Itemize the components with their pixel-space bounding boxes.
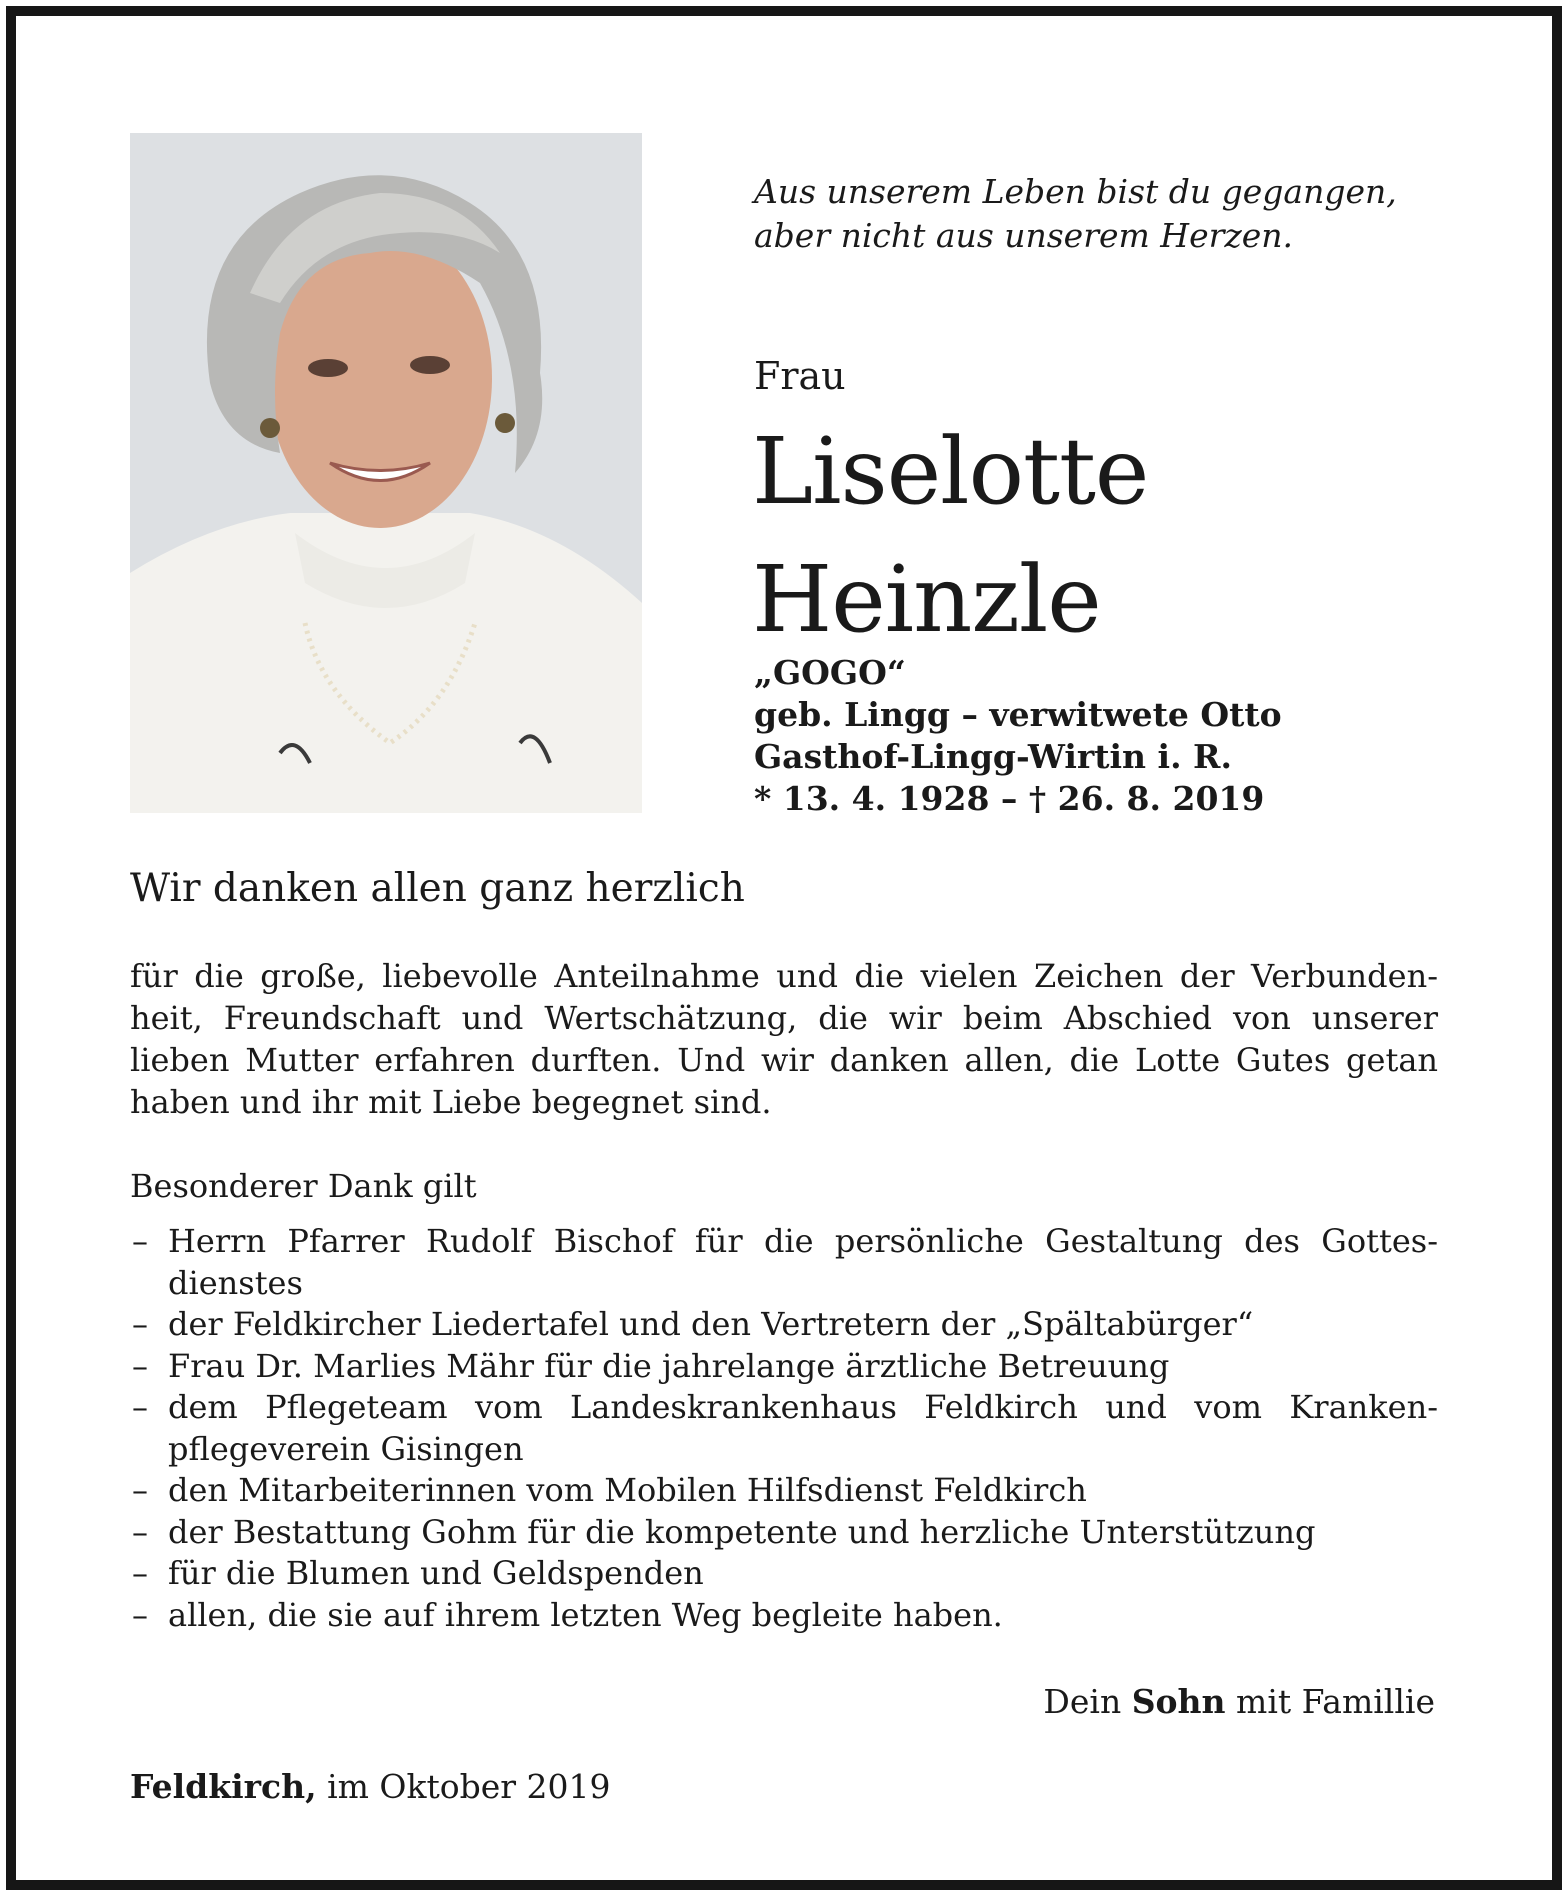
first-name: Liselotte (752, 418, 1149, 525)
signature-suffix: mit Famillie (1236, 1682, 1435, 1721)
paragraph-line: lieben Mutter erfahren durften. Und wir danken allen, die Lotte Gutes getan (130, 1041, 1438, 1079)
signature-bold: Sohn (1131, 1682, 1226, 1721)
personal-details (754, 652, 1282, 820)
dash-bullet: – (132, 1512, 148, 1551)
deceased-name (752, 408, 1148, 664)
place-date-text: im Oktober 2019 (327, 1767, 611, 1806)
list-item-text: allen, die sie auf ihrem letzten Weg begleite haben. (168, 1595, 1003, 1634)
list-item-text: pflegeverein Gisingen (168, 1429, 524, 1468)
thanks-paragraph (130, 955, 1438, 1123)
signature-prefix: Dein (1043, 1682, 1122, 1721)
portrait-photo-icon (130, 133, 642, 813)
place-date (130, 1767, 611, 1806)
list-item (130, 1221, 1438, 1304)
list-item (130, 1470, 1438, 1512)
dash-bullet: – (132, 1346, 148, 1385)
dash-bullet: – (132, 1388, 148, 1426)
special-thanks-list (130, 1221, 1438, 1636)
signature (1043, 1682, 1435, 1721)
list-item (130, 1553, 1438, 1595)
nickname: „GOGO“ (754, 653, 906, 692)
list-item-text: der Feldkircher Liedertafel und den Vertretern der „Spältabürger“ (168, 1305, 1254, 1343)
birth-name: geb. Lingg – verwitwete Otto (754, 695, 1282, 734)
paragraph-line: haben und ihr mit Liebe begegnet sind. (130, 1083, 772, 1121)
quote-line: Aus unserem Leben bist du gegangen, (754, 172, 1397, 211)
salutation: Frau (754, 354, 846, 398)
list-item-text: Frau Dr. Marlies Mähr für die jahrelange ärztliche Betreuung (168, 1346, 1170, 1385)
dash-bullet: – (132, 1554, 148, 1592)
list-item-text: den Mitarbeiterinnen vom Mobilen Hilfsdienst Feldkirch (168, 1471, 1087, 1509)
paragraph-line: für die große, liebevolle Anteilnahme und die vielen Zeichen der Verbunden- (130, 957, 1438, 995)
dash-bullet: – (132, 1305, 148, 1343)
list-item (130, 1304, 1438, 1346)
dash-bullet: – (132, 1471, 148, 1509)
life-dates: * 13. 4. 1928 – † 26. 8. 2019 (754, 779, 1265, 818)
list-item (130, 1346, 1438, 1388)
list-item-text: dem Pflegeteam vom Landeskrankenhaus Feldkirch und vom Kranken- (168, 1388, 1438, 1426)
place-city: Feldkirch, (130, 1767, 317, 1806)
quote-line: aber nicht aus unserem Herzen. (754, 216, 1294, 255)
paragraph-line: heit, Freundschaft und Wertschätzung, die wir beim Abschied von unserer (130, 999, 1438, 1037)
memorial-quote (754, 170, 1397, 258)
thanks-heading: Wir danken allen ganz herzlich (130, 866, 745, 911)
dash-bullet: – (132, 1222, 148, 1260)
list-item-text: der Bestattung Gohm für die kompetente und herzliche Unterstützung (168, 1512, 1316, 1551)
list-item (130, 1512, 1438, 1554)
list-item-text: für die Blumen und Geldspenden (168, 1554, 704, 1592)
list-item (130, 1387, 1438, 1470)
special-thanks-heading: Besonderer Dank gilt (130, 1167, 477, 1205)
last-name: Heinzle (752, 546, 1101, 653)
list-item-text: dienstes (168, 1263, 303, 1302)
dash-bullet: – (132, 1595, 148, 1634)
list-item (130, 1595, 1438, 1637)
occupation: Gasthof-Lingg-Wirtin i. R. (754, 737, 1232, 776)
list-item-text: Herrn Pfarrer Rudolf Bischof für die persönliche Gestaltung des Gottes- (168, 1222, 1438, 1260)
